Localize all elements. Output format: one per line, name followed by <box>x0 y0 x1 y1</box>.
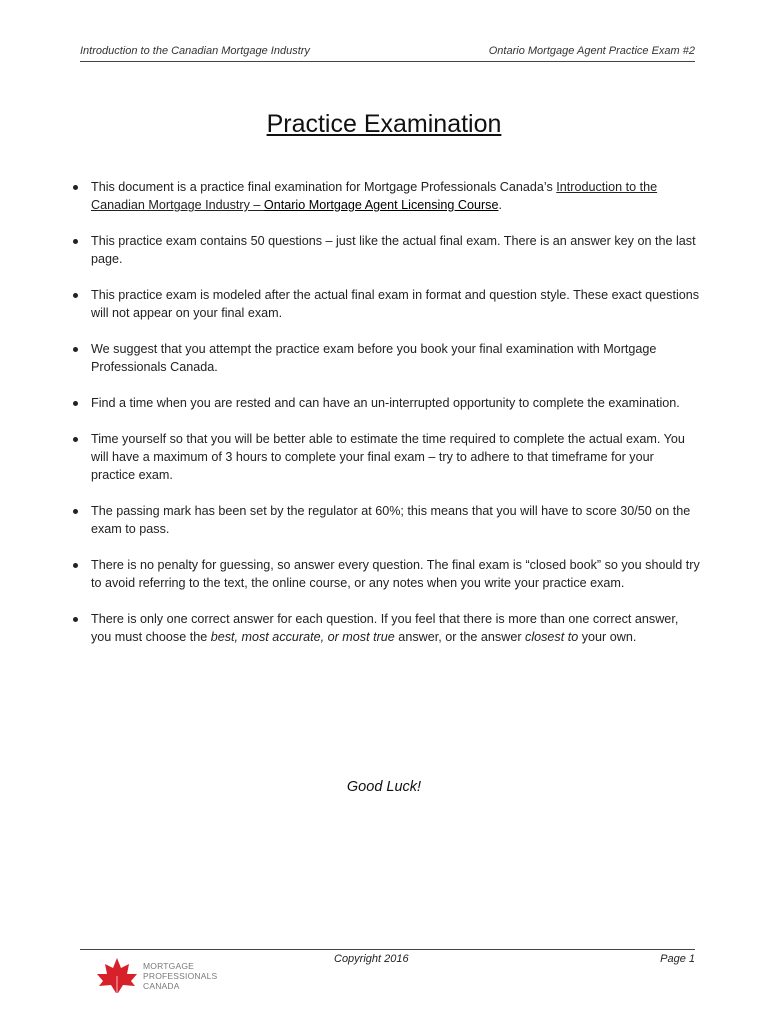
list-item <box>72 502 700 538</box>
list-item <box>72 610 700 646</box>
emphasis-text: best, most accurate, or most true <box>210 630 395 644</box>
bullet-text: . <box>498 198 502 212</box>
licensing-course-link: Ontario Mortgage Agent Licensing Course <box>263 198 499 212</box>
page-number: Page 1 <box>660 953 695 965</box>
bullet-icon <box>73 509 78 514</box>
bullet-icon <box>73 437 78 442</box>
maple-leaf-icon <box>94 956 140 994</box>
bullet-icon <box>73 239 78 244</box>
list-item <box>72 430 700 484</box>
footer-divider <box>80 949 695 950</box>
bullet-text: There is no penalty for guessing, so answer every question. The final exam is “closed book” so you should try to avoid referring to the text, the online course, or any notes when you write your practice exam. <box>91 558 700 590</box>
bullet-text: The passing mark has been set by the regulator at 60%; this means that you will have to score 30/50 on the exam to pass. <box>91 504 691 536</box>
bullet-text: This practice exam contains 50 questions – just like the actual final exam. There is an answer key on the last page. <box>91 234 696 266</box>
instructions-list <box>72 178 700 664</box>
list-item <box>72 178 700 214</box>
bullet-icon <box>73 401 78 406</box>
page-title: Practice Examination <box>266 110 502 138</box>
list-item <box>72 232 700 268</box>
good-luck-text: Good Luck! <box>346 779 422 795</box>
bullet-text: Find a time when you are rested and can have an un-interrupted opportunity to complete the examination. <box>91 396 680 410</box>
bullet-text: Time yourself so that you will be better able to estimate the time required to complete the actual exam. You will have a maximum of 3 hours to complete your final exam – try to adhere to that timeframe for your practice exam. <box>91 432 685 482</box>
bullet-icon <box>73 347 78 352</box>
list-item <box>72 340 700 376</box>
bullet-text: This document is a practice final examination for Mortgage Professionals Canada’s <box>91 180 557 194</box>
emphasis-text: closest to <box>525 630 579 644</box>
course-name-link: Introduction to the Canadian Mortgage Industry – <box>91 180 658 212</box>
bullet-text: your own. <box>578 630 637 644</box>
copyright-text: Copyright 2016 <box>334 953 409 965</box>
bullet-icon <box>73 563 78 568</box>
bullet-text: We suggest that you attempt the practice exam before you book your final examination with Mortgage Professionals Canada. <box>91 342 657 374</box>
logo-text-line: MORTGAGE <box>143 961 195 971</box>
list-item <box>72 286 700 322</box>
bullet-icon <box>73 617 78 622</box>
mortgage-professionals-canada-logo <box>94 956 234 996</box>
logo-text-line: CANADA <box>143 981 180 991</box>
bullet-text: There is only one correct answer for each question. If you feel that there is more than one correct answer, you must choose the <box>91 612 679 644</box>
bullet-text: answer, or the answer <box>394 630 526 644</box>
header-exam-title: Ontario Mortgage Agent Practice Exam #2 <box>488 45 695 57</box>
list-item <box>72 394 700 412</box>
header-course-title: Introduction to the Canadian Mortgage Industry <box>80 45 310 57</box>
bullet-icon <box>73 293 78 298</box>
page-header <box>80 44 695 62</box>
bullet-text: This practice exam is modeled after the actual final exam in format and question style. These exact questions will not appear on your final exam. <box>91 288 700 320</box>
list-item <box>72 556 700 592</box>
bullet-icon <box>73 185 78 190</box>
logo-text-line: PROFESSIONALS <box>143 971 218 981</box>
